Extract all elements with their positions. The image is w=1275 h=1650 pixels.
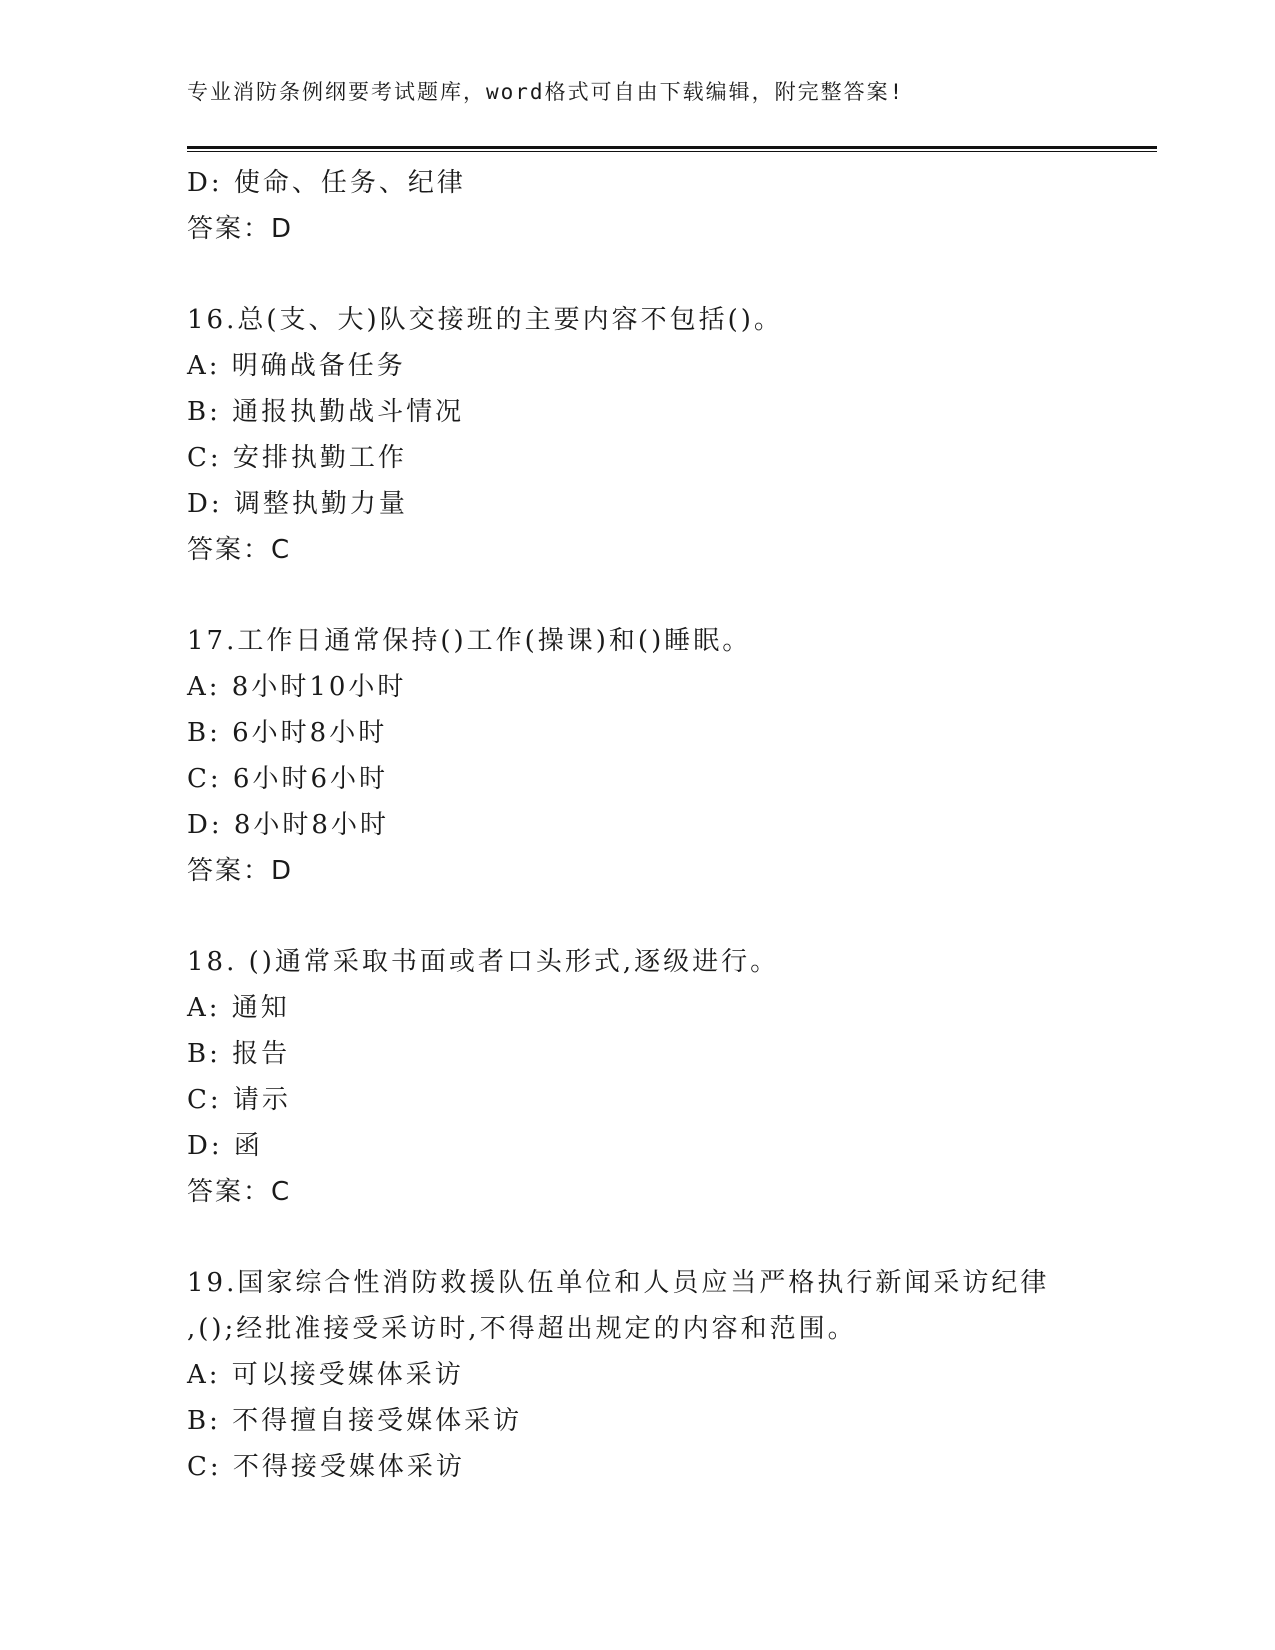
option-line: C: 请示 — [187, 1085, 291, 1115]
question-stem: 19.国家综合性消防救援队伍单位和人员应当严格执行新闻采访纪律 — [187, 1268, 1050, 1298]
option-line: C: 安排执勤工作 — [187, 443, 407, 473]
answer-line: 答案：C — [187, 535, 292, 565]
option-line: D: 调整执勤力量 — [187, 489, 408, 519]
header-note: 专业消防条例纲要考试题库，word格式可自由下载编辑，附完整答案! — [187, 80, 905, 104]
option-line: C: 不得接受媒体采访 — [187, 1452, 465, 1482]
option-line: B: 通报执勤战斗情况 — [187, 397, 465, 427]
question-stem-continued: ,();经批准接受采访时,不得超出规定的内容和范围。 — [187, 1314, 857, 1344]
question-block — [187, 160, 1157, 252]
option-line: B: 6小时8小时 — [187, 718, 388, 748]
question-block — [187, 618, 1157, 894]
option-line: A: 8小时10小时 — [187, 672, 407, 702]
answer-line: 答案：D — [187, 214, 294, 244]
option-line: B: 报告 — [187, 1039, 291, 1069]
option-line: A: 通知 — [187, 993, 290, 1023]
answer-line: 答案：C — [187, 1177, 292, 1207]
option-line: C: 6小时6小时 — [187, 764, 389, 794]
option-line: D: 使命、任务、纪律 — [187, 168, 466, 198]
question-stem: 18. ()通常采取书面或者口头形式,逐级进行。 — [187, 947, 780, 977]
option-line: A: 可以接受媒体采访 — [187, 1360, 464, 1390]
question-block — [187, 297, 1157, 573]
question-stem: 16.总(支、大)队交接班的主要内容不包括()。 — [187, 305, 783, 335]
option-line: B: 不得擅自接受媒体采访 — [187, 1406, 523, 1436]
option-line: D: 函 — [187, 1131, 263, 1161]
option-line: D: 8小时8小时 — [187, 810, 389, 840]
question-stem: 17.工作日通常保持()工作(操课)和()睡眠。 — [187, 626, 752, 656]
answer-line: 答案：D — [187, 856, 294, 886]
question-content — [187, 160, 1157, 1490]
header-rule-thick — [187, 146, 1157, 149]
header-rule-thin — [187, 151, 1157, 152]
option-line: A: 明确战备任务 — [187, 351, 406, 381]
question-block — [187, 1260, 1157, 1490]
question-block — [187, 939, 1157, 1215]
